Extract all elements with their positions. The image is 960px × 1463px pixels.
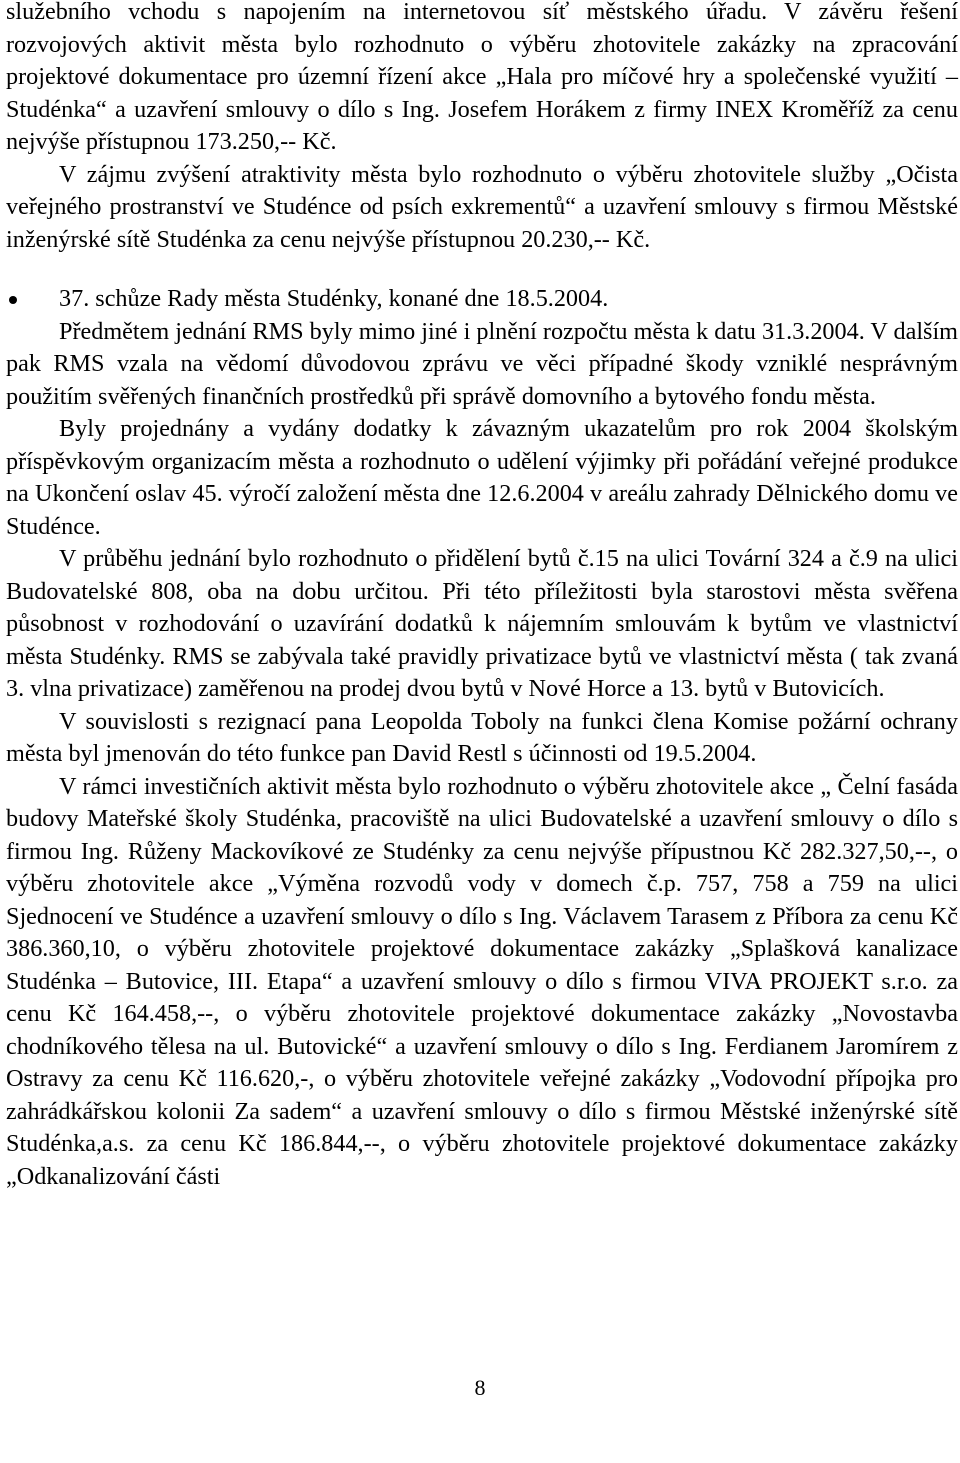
bullet-list	[6, 283, 958, 316]
bullet-item-meeting	[6, 283, 958, 316]
paragraph-cleaning-service: V zájmu zvýšení atraktivity města bylo rozhodnuto o výběru zhotovitele služby „Očista veřejného prostranství ve Studénce od psích exkrementů“ a uzavření smlouvy s firmou Městské inženýrské sítě Studénka za cenu nejvýše přístupnou 20.230,-- Kč.	[6, 160, 958, 253]
document-page	[6, 0, 958, 1193]
paragraph-fire-commission: V souvislosti s rezignací pana Leopolda Toboly na funkci člena Komise požární ochrany města byl jmenován do této funkce pan David Restl s účinnosti od 19.5.2004.	[6, 707, 958, 767]
paragraph-budget: Předmětem jednání RMS byly mimo jiné i plnění rozpočtu města k datu 31.3.2004. V dalším pak RMS vzala na vědomí důvodovou zprávu ve věci případné škody vzniklé nesprávným použitím svěřených finančních prostředků při správě domovního a bytového fondu města.	[6, 317, 958, 410]
paragraph-apartments: V průběhu jednání bylo rozhodnuto o přidělení bytů č.15 na ulici Tovární 324 a č.9 na ulici Budovatelské 808, oba na dobu určitou. Při této příležitosti byla starostovi města svěřena působnost v rozhodování o uzavírání dodatků k nájemním smlouvám k bytům ve vlastnictví města Studénky. RMS se zabývala také pravidly privatizace bytů ve vlastnictví města ( tak zvaná 3. vlna privatizace) zaměřenou na prodej dvou bytů v Nové Horce a 13. bytů v Butovicích.	[6, 545, 958, 702]
page-number: 8	[474, 1375, 486, 1400]
paragraph-intro: služebního vchodu s napojením na internetovou síť městského úřadu. V závěru řešení rozvojových aktivit města bylo rozhodnuto o výběru zhotovitele zakázky na zpracování projektové dokumentace pro územní řízení akce „Hala pro míčové hry a společenské využití – Studénka“ a uzavření smlouvy o dílo s Ing. Josefem Horákem z firmy INEX Kroměříž za cenu nejvýše přístupnou 173.250,-- Kč.	[6, 0, 958, 155]
paragraph-investments: V rámci investičních aktivit města bylo rozhodnuto o výběru zhotovitele akce „ Čelní fasáda budovy Mateřské školy Studénka, pracoviště na ulici Budovatelské a uzavření smlouvy o dílo s firmou Ing. Růženy Mackovíkové ze Studénky za cenu nejvýše přípustnou Kč 282.327,50,--, o výběru zhotovitele akce „Výměna rozvodů vody v domech č.p. 757, 758 a 759 na ulici Sjednocení ve Studénce a uzavření smlouvy o dílo s Ing. Václavem Tarasem z Příbora za cenu Kč 386.360,10, o výběru zhotovitele projektové dokumentace zakázky „Splašková kanalizace Studénka – Butovice, III. Etapa“ a uzavření smlouvy o dílo s firmou VIVA PROJEKT s.r.o. za cenu Kč 164.458,--, o výběru zhotovitele projektové dokumentace zakázky „Novostavba chodníkového tělesa na ul. Butovické“ a uzavření smlouvy o dílo s Ing. Ferdianem Jaromírem z Ostravy za cenu Kč 116.620,-, o výběru zhotovitele veřejné zakázky „Vodovodní přípojka pro zahrádkářskou kolonii Za sadem“ a uzavření smlouvy o dílo s firmou Městské inženýrské sítě Studénka,a.s. za cenu Kč 186.844,--, o výběru zhotovitele projektové dokumentace zakázky „Odkanalizování části	[6, 772, 958, 1190]
bullet-item-text: 37. schůze Rady města Studénky, konané dne 18.5.2004.	[59, 285, 609, 312]
paragraph-amendments: Byly projednány a vydány dodatky k závazným ukazatelům pro rok 2004 školským příspěvkovým organizacím města a rozhodnuto o udělení výjimky při pořádání veřejné produkce na Ukončení oslav 45. výročí založení města dne 12.6.2004 v areálu zahrady Dělnického domu ve Studénce.	[6, 415, 958, 540]
bullet-icon	[9, 296, 17, 304]
